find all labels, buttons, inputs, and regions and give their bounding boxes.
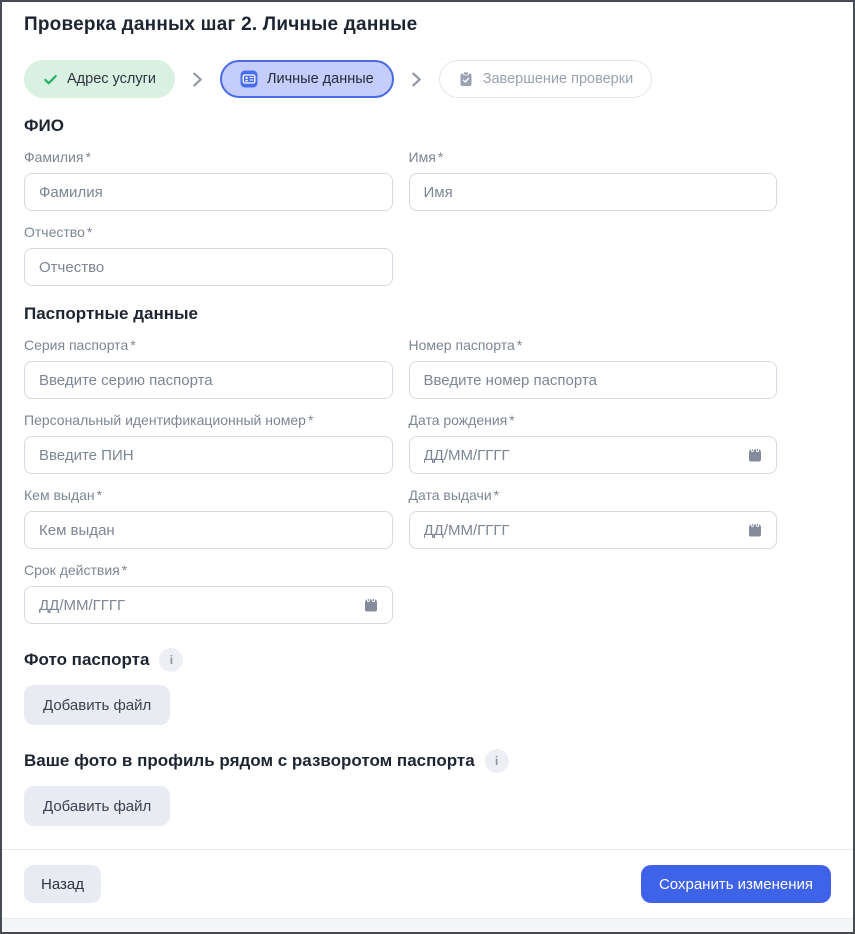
- required-mark: *: [96, 487, 103, 503]
- field-pin: [24, 399, 393, 474]
- required-mark: *: [516, 337, 523, 353]
- passport-grid: [24, 324, 777, 624]
- footer-bar: [2, 849, 853, 918]
- fio-grid: [24, 136, 777, 286]
- form-content: [2, 2, 853, 849]
- step-label: Личные данные: [266, 71, 374, 87]
- pin-input[interactable]: [24, 436, 393, 474]
- issued-by-input[interactable]: [24, 511, 393, 549]
- profile-photo-add-file-button[interactable]: Добавить файл: [24, 786, 170, 826]
- step-personal-data[interactable]: [220, 60, 394, 98]
- field-label: Номер паспорта *: [408, 337, 523, 353]
- page-title: Проверка данных шаг 2. Личные данные: [24, 14, 418, 35]
- required-mark: *: [437, 149, 444, 165]
- id-card-icon: [240, 70, 258, 88]
- field-issued-by: [24, 474, 393, 549]
- required-mark: *: [121, 562, 128, 578]
- calendar-icon[interactable]: [745, 445, 765, 465]
- calendar-icon[interactable]: [745, 520, 765, 540]
- required-mark: *: [493, 487, 500, 503]
- info-icon[interactable]: i: [159, 648, 183, 672]
- passport-number-input[interactable]: [409, 361, 778, 399]
- passport-series-input[interactable]: [24, 361, 393, 399]
- required-mark: *: [130, 337, 136, 353]
- first-name-input[interactable]: [409, 173, 778, 211]
- chevron-right-icon: [410, 72, 423, 87]
- check-icon: [43, 72, 58, 87]
- field-middle-name: [24, 211, 393, 286]
- field-label: Имя *: [408, 149, 444, 165]
- save-changes-button[interactable]: Сохранить изменения: [641, 865, 831, 903]
- field-first-name: [409, 136, 778, 211]
- field-passport-number: [409, 324, 778, 399]
- info-icon[interactable]: i: [485, 749, 509, 773]
- birth-date-input[interactable]: [409, 436, 778, 474]
- section-heading-passport: Паспортные данные: [24, 304, 198, 323]
- passport-photo-add-file-button[interactable]: Добавить файл: [24, 685, 170, 725]
- chevron-right-icon: [191, 72, 204, 87]
- step-verification-complete[interactable]: [439, 60, 652, 98]
- required-mark: *: [509, 412, 515, 428]
- field-label: Отчество *: [24, 224, 93, 240]
- step-label: Адрес услуги: [67, 71, 156, 87]
- required-mark: *: [307, 412, 314, 428]
- field-label: Серия паспорта *: [24, 337, 136, 353]
- middle-name-input[interactable]: [24, 248, 393, 286]
- profile-photo-heading: Ваше фото в профиль рядом с разворотом паспорта i: [24, 749, 831, 773]
- step-service-address[interactable]: [24, 60, 175, 98]
- field-label: Дата выдачи *: [408, 487, 500, 503]
- calendar-icon[interactable]: [361, 595, 381, 615]
- stepper: [24, 60, 831, 98]
- step-label: Завершение проверки: [482, 71, 634, 87]
- clipboard-check-icon: [458, 71, 474, 87]
- field-passport-series: [24, 324, 393, 399]
- field-label: Дата рождения *: [408, 412, 515, 428]
- last-name-input[interactable]: [24, 173, 393, 211]
- passport-photo-heading: Фото паспорта i: [24, 648, 831, 672]
- field-label: Кем выдан *: [24, 487, 103, 503]
- field-label: Персональный идентификационный номер *: [24, 412, 314, 428]
- section-heading-fio: ФИО: [24, 116, 64, 135]
- field-label: Фамилия *: [24, 149, 91, 165]
- required-mark: *: [85, 149, 91, 165]
- expiry-date-input[interactable]: [24, 586, 393, 624]
- field-issue-date: [409, 474, 778, 549]
- required-mark: *: [86, 224, 93, 240]
- bottom-strip: [2, 918, 853, 932]
- field-expiry-date: [24, 549, 393, 624]
- field-last-name: [24, 136, 393, 211]
- issue-date-input[interactable]: [409, 511, 778, 549]
- field-label: Срок действия *: [24, 562, 128, 578]
- back-button[interactable]: Назад: [24, 865, 101, 903]
- field-birth-date: [409, 399, 778, 474]
